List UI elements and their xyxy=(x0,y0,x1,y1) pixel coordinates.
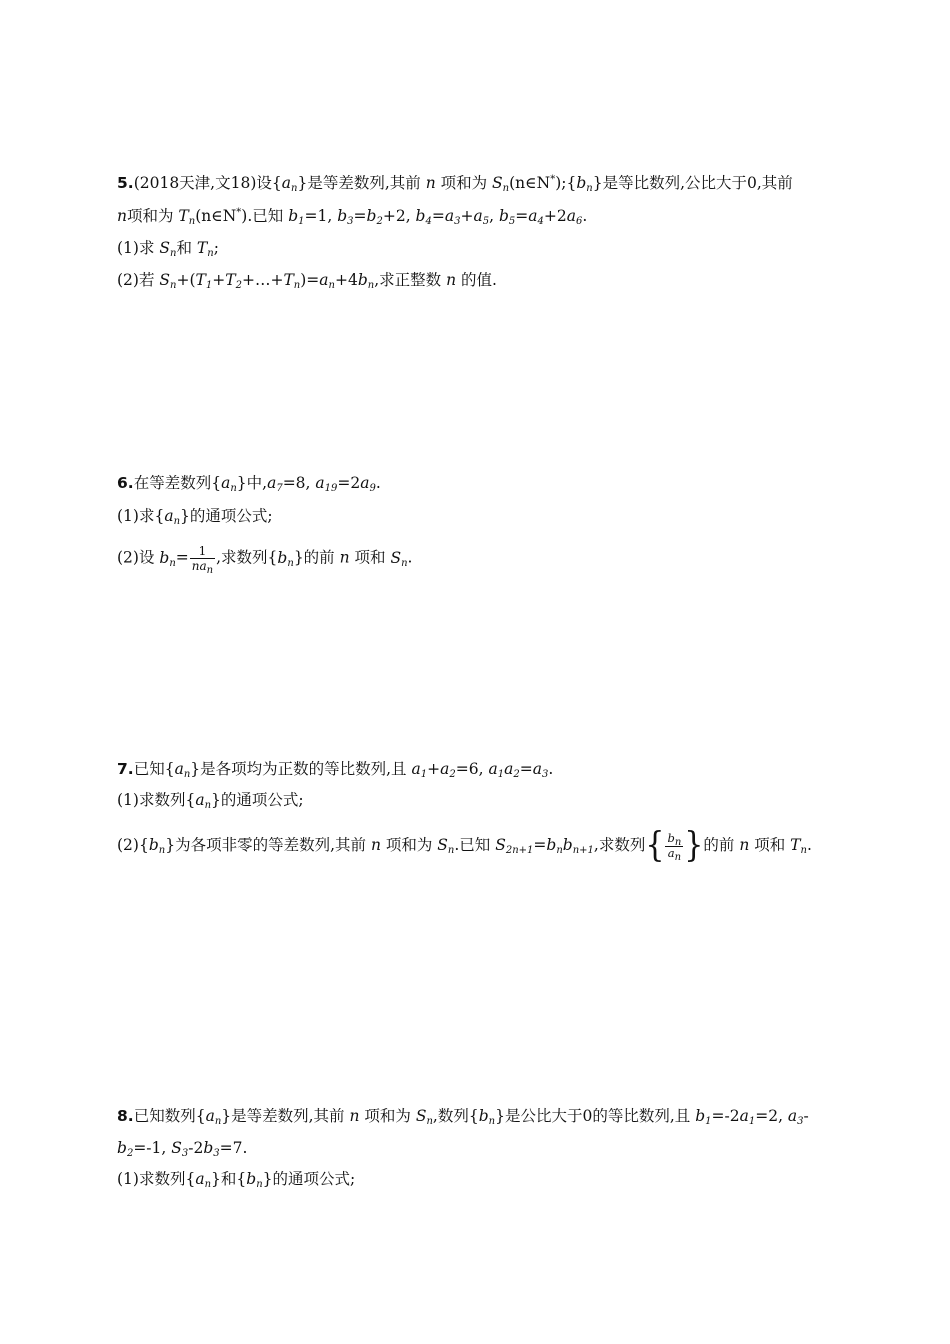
text: 项和为 xyxy=(364,1107,411,1125)
text: 已知数列{ xyxy=(133,1107,206,1125)
text: -2 xyxy=(188,1139,204,1157)
text: (1)求数列{ xyxy=(117,791,196,809)
text: , xyxy=(489,207,495,225)
text: 项和为 xyxy=(126,207,174,225)
text: . xyxy=(806,836,812,854)
problem-number: 8. xyxy=(117,1107,134,1125)
text: =7. xyxy=(219,1139,248,1157)
text: =2 xyxy=(337,474,361,492)
text: 和 xyxy=(176,239,192,257)
text: (1)求数列{ xyxy=(117,1170,196,1188)
text: (2)设 xyxy=(117,548,155,567)
text: }的通项公式; xyxy=(180,507,273,525)
text: = xyxy=(515,207,529,225)
braced-fraction: { $\frac{b_n}{a_n}$ } xyxy=(645,825,704,866)
text: . xyxy=(407,548,413,567)
problem-5-line-1: 5.(2018天津,文18)设$\{a_n\}$是等差数列,其前 n 项和为 $S_n(n\in N^*);\{b_n\}$是等比数列,公比大于0,其前 xyxy=(117,174,793,194)
text: +( xyxy=(176,271,196,289)
text: = xyxy=(431,207,445,225)
text: +4 xyxy=(334,271,358,289)
text: = xyxy=(353,207,367,225)
text: );{ xyxy=(555,174,577,192)
text: 设{ xyxy=(256,174,282,192)
problem-7-question-1: (1)求数列$\{a_n\}$的通项公式; xyxy=(117,791,304,811)
problem-number: 6. xyxy=(117,474,134,492)
problem-7-line-1: 7.已知$\{a_n\}$是各项均为正数的等比数列,且 $a_1+a_2=6$, $a_1a_2=a_3$. xyxy=(117,760,554,780)
text: = xyxy=(175,548,189,567)
text: )= xyxy=(300,271,320,289)
text: (2)若 xyxy=(117,271,155,289)
text: }和{ xyxy=(211,1170,247,1188)
text: (1)求{ xyxy=(117,507,165,525)
problem-8-line-2: $b_2=-1$, $S_3-2b_3=7$. xyxy=(117,1139,248,1159)
text: = xyxy=(533,836,547,854)
text: . xyxy=(375,474,381,492)
text: }的前 xyxy=(293,548,335,567)
problem-number: 7. xyxy=(117,760,134,778)
text: = xyxy=(519,760,533,778)
text: +…+ xyxy=(241,271,284,289)
text: (1)求 xyxy=(117,239,155,257)
text: 的前 xyxy=(703,836,735,854)
text: =-2 xyxy=(711,1107,740,1125)
text: }是等比数列,公比大于0,其前 xyxy=(592,174,793,192)
text: ,数列{ xyxy=(432,1107,479,1125)
text: }中, xyxy=(236,474,268,492)
problem-7-question-2: $(2)\{b_n\}$为各项非零的等差数列,其前 n 项和为 $S_n$.已知 $S_{2n+1}=b_nb_{n+1}$,求数列 { $\frac{b_n}{a_n}$ } 的前 n 项和 $T_n$. xyxy=(117,825,812,866)
text: }是等差数列,其前 xyxy=(297,174,421,192)
text: +2 xyxy=(543,207,567,225)
fraction: $\frac{1}{na_n}$ xyxy=(191,544,214,576)
text: 项和为 xyxy=(385,836,433,854)
text: }的通项公式; xyxy=(262,1170,356,1188)
text: }是公比大于0的等比数列,且 xyxy=(495,1107,691,1125)
text: 项和 xyxy=(354,548,386,567)
text: + xyxy=(212,271,226,289)
text: 项和为 xyxy=(440,174,488,192)
text: =6, xyxy=(455,760,484,778)
problem-8-line-1: 8.已知数列$\{a_n\}$是等差数列,其前 n 项和为 $S_n$,数列$\{b_n\}$是公比大于0的等比数列,且 $b_1=-2a_1=2$, $a_3-$ xyxy=(117,1107,809,1127)
text: + xyxy=(460,207,474,225)
problem-5-line-2: n项和为 $T_n(n\in N^*)$.已知 $b_1=1$, $b_3=b_2+2$, $b_4=a_3+a_5$, $b_5=a_4+2a_6$. xyxy=(117,207,588,227)
text: 在等差数列{ xyxy=(133,474,222,492)
text: 项和 xyxy=(754,836,786,854)
text: ; xyxy=(213,239,219,257)
problem-6-question-1: (1)求$\{a_n\}$的通项公式; xyxy=(117,507,273,527)
text: . xyxy=(582,207,588,225)
text: ,求数列{ xyxy=(216,548,278,567)
text: }为各项非零的等差数列,其前 xyxy=(165,836,367,854)
text: + xyxy=(427,760,441,778)
text: }的通项公式; xyxy=(211,791,304,809)
text: - xyxy=(803,1107,809,1125)
text: (2){ xyxy=(117,836,149,854)
problem-6-question-2: (2)设 $b_n=$ $\frac{1}{na_n}$ ,求数列$\{b_n\}$的前 n 项和 $S_n$. xyxy=(117,544,413,576)
problem-number: 5. xyxy=(117,174,134,192)
text: =2, xyxy=(755,1107,783,1125)
text: (n∈N xyxy=(195,207,237,225)
text: ).已知 xyxy=(241,207,284,225)
text: .已知 xyxy=(454,836,491,854)
text: (n∈N xyxy=(509,174,551,192)
problem-8-question-1: (1)求数列$\{a_n\}$和$\{b_n\}$的通项公式; xyxy=(117,1170,356,1190)
text: =-1, xyxy=(133,1139,167,1157)
text: =1, xyxy=(304,207,333,225)
text: }是各项均为正数的等比数列,且 xyxy=(190,760,407,778)
problem-source: (2018天津,文18) xyxy=(133,174,257,192)
text: }是等差数列,其前 xyxy=(221,1107,345,1125)
text: ,求正整数 xyxy=(374,271,442,289)
text: ,求数列 xyxy=(593,836,646,854)
text: 已知{ xyxy=(133,760,175,778)
problem-5-question-1: (1)求 $S_n$和 $T_n$; xyxy=(117,239,219,259)
problem-6-line-1: 6.在等差数列$\{a_n\}$中$,a_7=8$, $a_{19}=2a_9$. xyxy=(117,474,381,494)
text: =8, xyxy=(282,474,311,492)
text: . xyxy=(548,760,554,778)
text: 的值. xyxy=(461,271,497,289)
text: +2, xyxy=(382,207,411,225)
fraction-numerator: 1 xyxy=(190,545,215,559)
problem-5-question-2: (2)若 $S_n+(T_1+T_2+\dots+T_n)=a_n+4b_n$,求正整数 n 的值. xyxy=(117,271,497,291)
